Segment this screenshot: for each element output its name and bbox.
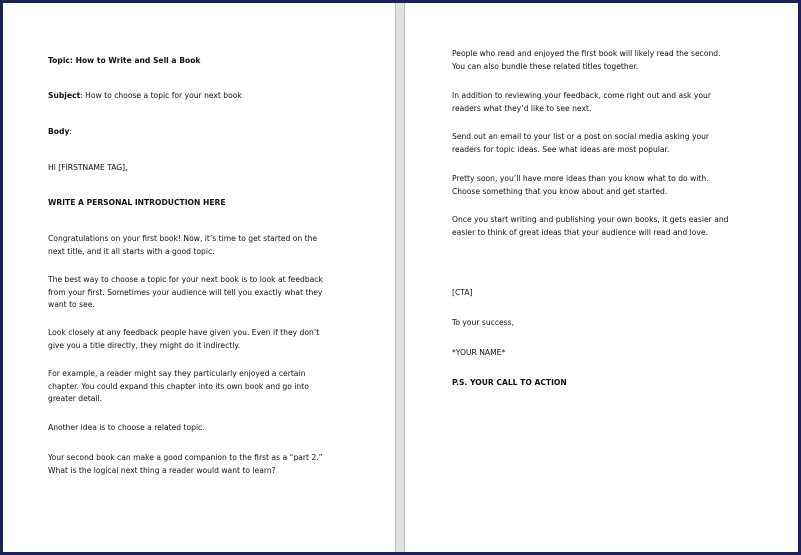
name-placeholder: *YOUR NAME*	[452, 348, 506, 357]
paragraph: Your second book can make a good companion to the first as a “part 2.” What is the logical next thing a reader would want to learn?	[48, 453, 323, 475]
paragraph: People who read and enjoyed the first book will likely read the second. You can also bundle these related titles together.	[452, 49, 721, 71]
ps-call-to-action: P.S. YOUR CALL TO ACTION	[452, 378, 567, 387]
paragraph: The best way to choose a topic for your next book is to look at feedback from your first. Sometimes your audience will tell you exactly what they want to see.	[48, 275, 323, 309]
cta-placeholder: [CTA]	[452, 288, 473, 297]
paragraph: Another idea is to choose a related topic.	[48, 423, 205, 432]
body-label: Body	[48, 127, 70, 136]
paragraph: Pretty soon, you’ll have more ideas than you know what to do with. Choose something that you know about and get started.	[452, 174, 709, 196]
paragraph: Once you start writing and publishing your own books, it gets easier and easier to think of great ideas that your audience will read and love.	[452, 215, 729, 237]
topic-heading: Topic: How to Write and Sell a Book	[48, 56, 201, 65]
subject-text: : How to choose a topic for your next book	[80, 91, 242, 100]
paragraph: For example, a reader might say they particularly enjoyed a certain chapter. You could expand this chapter into its own book and go into greater detail.	[48, 369, 309, 403]
paragraph: Congratulations on your first book! Now, it’s time to get started on the next title, and it all starts with a good topic.	[48, 234, 318, 256]
paragraph: Send out an email to your list or a post on social media asking your readers for topic ideas. See what ideas are most popular.	[452, 132, 710, 154]
subject-label: Subject	[48, 91, 81, 100]
subject-line	[48, 90, 242, 103]
intro-placeholder: WRITE A PERSONAL INTRODUCTION HERE	[48, 198, 226, 207]
body-line	[48, 126, 72, 139]
paragraph: In addition to reviewing your feedback, come right out and ask your readers what they’d like to see next.	[452, 91, 711, 113]
body-colon: :	[69, 127, 72, 136]
document-page-right	[405, 3, 798, 552]
closing-line: To your success,	[452, 318, 515, 327]
document-viewer	[3, 3, 798, 552]
paragraph: Look closely at any feedback people have given you. Even if they don’t give you a title directly, they might do it indirectly.	[48, 328, 320, 350]
page-gutter	[395, 3, 405, 552]
greeting: Hi [FIRSTNAME TAG],	[48, 163, 128, 172]
document-page-left	[3, 3, 395, 552]
